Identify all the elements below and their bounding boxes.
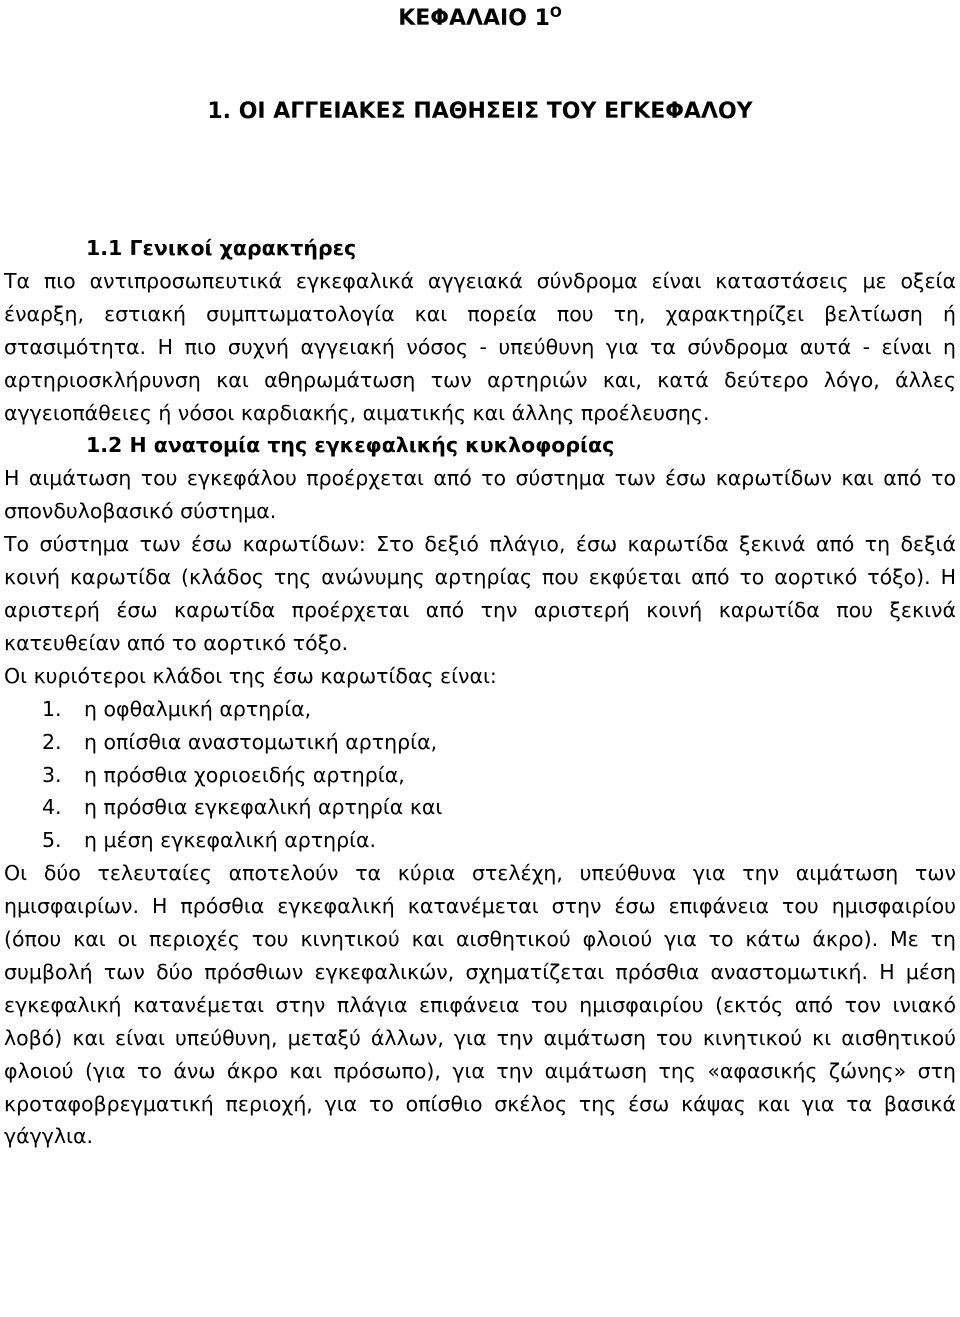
- section-1-2-paragraph-2: Το σύστημα των έσω καρωτίδων: Στο δεξιό πλάγιο, έσω καρωτίδα ξεκινά από τη δεξιά κοινή καρωτίδα (κλάδος της ανώνυμης αρτηρίας που εκφύεται από το αορτικό τόξο). Η αριστερή έσω καρωτίδα προέρχεται από την αριστερή κοινή καρωτίδα που ξεκινά κατευθείαν από το αορτικό τόξο.: [4, 532, 956, 655]
- list-item-number: 5.: [42, 828, 62, 853]
- list-item-number: 2.: [42, 729, 62, 754]
- list-item-text: η πρόσθια εγκεφαλική αρτηρία και: [84, 795, 443, 820]
- list-item: [4, 693, 956, 726]
- section-1-2-paragraph-1: Η αιμάτωση του εγκεφάλου προέρχεται από το σύστημα των έσω καρωτίδων και από το σπονδυλοβασικό σύστημα.: [4, 466, 956, 524]
- main-heading: 1. ΟΙ ΑΓΓΕΙΑΚΕΣ ΠΑΘΗΣΕΙΣ ΤΟΥ ΕΓΚΕΦΑΛΟΥ: [207, 99, 753, 124]
- branches-list: [4, 693, 956, 858]
- chapter-label: ΚΕΦΑΛΑΙΟ 1: [398, 6, 550, 31]
- list-item-number: 4.: [42, 795, 62, 820]
- list-item-number: 3.: [42, 762, 62, 787]
- list-item: [4, 726, 956, 759]
- list-item-text: η πρόσθια χοριοειδής αρτηρία,: [84, 762, 405, 787]
- document-body: [4, 232, 956, 1153]
- chapter-title: [0, 0, 960, 32]
- section-1-1-paragraph: Τα πιο αντιπροσωπευτικά εγκεφαλικά αγγειακά σύνδρομα είναι καταστάσεις με οξεία έναρξη, εστιακή συμπτωματολογία και πορεία που τη, χαρακτηρίζει βελτίωση ή στασιμότητα. Η πιο συχνή αγγειακή νόσος - υπεύθυνη για τα σύνδρομα αυτά - είναι η αρτηριοσκλήρυνση και αθηρωμάτωση των αρτηριών και, κατά δεύτερο λόγο, άλλες αγγειοπάθειες ή νόσοι καρδιακής, αιματικής και άλλης προέλευσης.: [4, 268, 956, 425]
- section-1-2-list-intro: Οι κυριότεροι κλάδοι της έσω καρωτίδας είναι:: [4, 663, 497, 688]
- section-1-2-paragraph-3: Οι δύο τελευταίες αποτελούν τα κύρια στελέχη, υπεύθυνα για την αιμάτωση των ημισφαιρίων. Η πρόσθια εγκεφαλική κατανέμεται στην έσω επιφάνεια του ημισφαιρίου (όπου και οι περιοχές του κινητικού και αισθητικού φλοιού για το κάτω άκρο). Με τη συμβολή των δύο πρόσθιων εγκεφαλικών, σχηματίζεται πρόσθια αναστομωτική. Η μέση εγκεφαλική κατανέμεται στην πλάγια επιφάνεια του ημισφαιρίου (εκτός από τον ινιακό λοβό) και είναι υπεύθυνη, μεταξύ άλλων, για την αιμάτωση του κινητικού κι αισθητικού φλοιού (για το άνω άκρο και πρόσωπο), για την αιμάτωση της «αφασικής ζώνης» στη κροταφοβρεγματική περιοχή, για το οπίσθιο σκέλος της έσω κάψας και για τα βασικά γάγγλια.: [4, 861, 956, 1149]
- chapter-superscript: Ο: [549, 5, 562, 21]
- list-item: [4, 791, 956, 824]
- list-item: [4, 759, 956, 792]
- section-1-2-heading: 1.2 Η ανατομία της εγκεφαλικής κυκλοφορίας: [86, 433, 615, 458]
- section-1-1-heading: 1.1 Γενικοί χαρακτήρες: [86, 236, 357, 260]
- list-item: [4, 824, 956, 857]
- list-item-text: η οφθαλμική αρτηρία,: [84, 696, 312, 721]
- list-item-text: η οπίσθια αναστομωτική αρτηρία,: [84, 729, 438, 754]
- list-item-text: η μέση εγκεφαλική αρτηρία.: [84, 828, 377, 853]
- list-item-number: 1.: [42, 696, 62, 721]
